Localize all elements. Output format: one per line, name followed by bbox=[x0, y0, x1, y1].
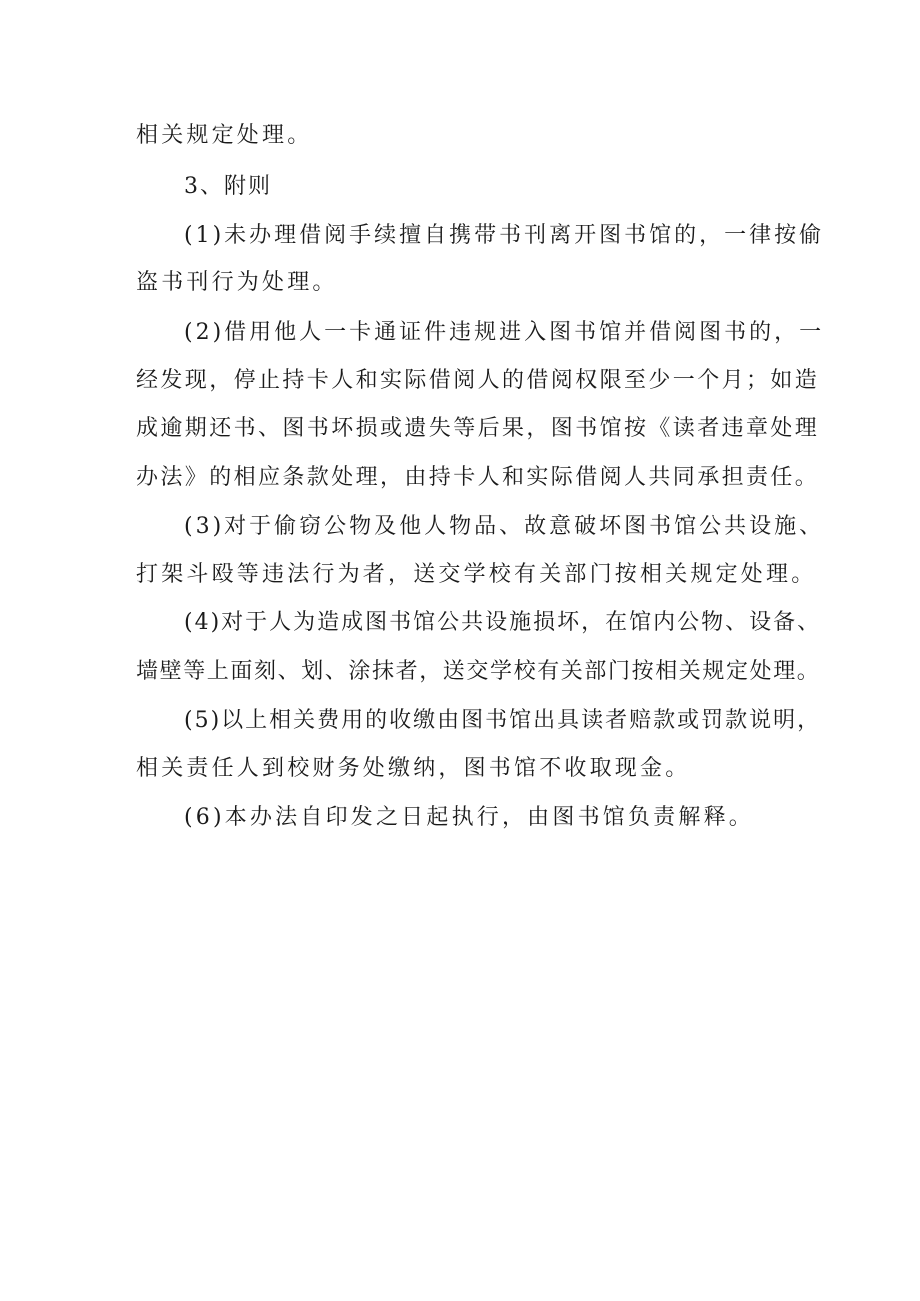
item-4-line-2: 墙壁等上面刻、划、涂抹者，送交学校有关部门按相关规定处理。 bbox=[136, 659, 821, 684]
item-1-line-2: 盗书刊行为处理。 bbox=[136, 270, 338, 295]
item-3-line-2: 打架斗殴等违法行为者，送交学校有关部门按相关规定处理。 bbox=[136, 562, 817, 587]
item-2-line-3: 成逾期还书、图书坏损或遗失等后果，图书馆按《读者违章处理 bbox=[136, 416, 820, 441]
item-6-line-1: (6)本办法自印发之日起执行，由图书馆负责解释。 bbox=[184, 805, 754, 830]
item-2-line-1: (2)借用他人一卡通证件违规进入图书馆并借阅图书的，一 bbox=[184, 320, 825, 345]
item-4-line-1: (4)对于人为造成图书馆公共设施损坏，在馆内公物、设备、 bbox=[184, 610, 822, 635]
item-5-line-1: (5)以上相关费用的收缴由图书馆出具读者赔款或罚款说明， bbox=[184, 708, 822, 733]
item-2-line-4: 办法》的相应条款处理，由持卡人和实际借阅人共同承担责任。 bbox=[136, 465, 820, 490]
item-2-line-2: 经发现，停止持卡人和实际借阅人的借阅权限至少一个月；如造 bbox=[136, 368, 820, 393]
continuation-text: 相关规定处理。 bbox=[136, 123, 313, 148]
item-5-line-2: 相关责任人到校财务处缴纳，图书馆不收取现金。 bbox=[136, 756, 691, 781]
item-3-line-1: (3)对于偷窃公物及他人物品、故意破坏图书馆公共设施、 bbox=[184, 514, 825, 539]
item-1-line-1: (1)未办理借阅手续擅自携带书刊离开图书馆的，一律按偷 bbox=[184, 223, 825, 248]
section-heading: 3、附则 bbox=[184, 174, 272, 199]
